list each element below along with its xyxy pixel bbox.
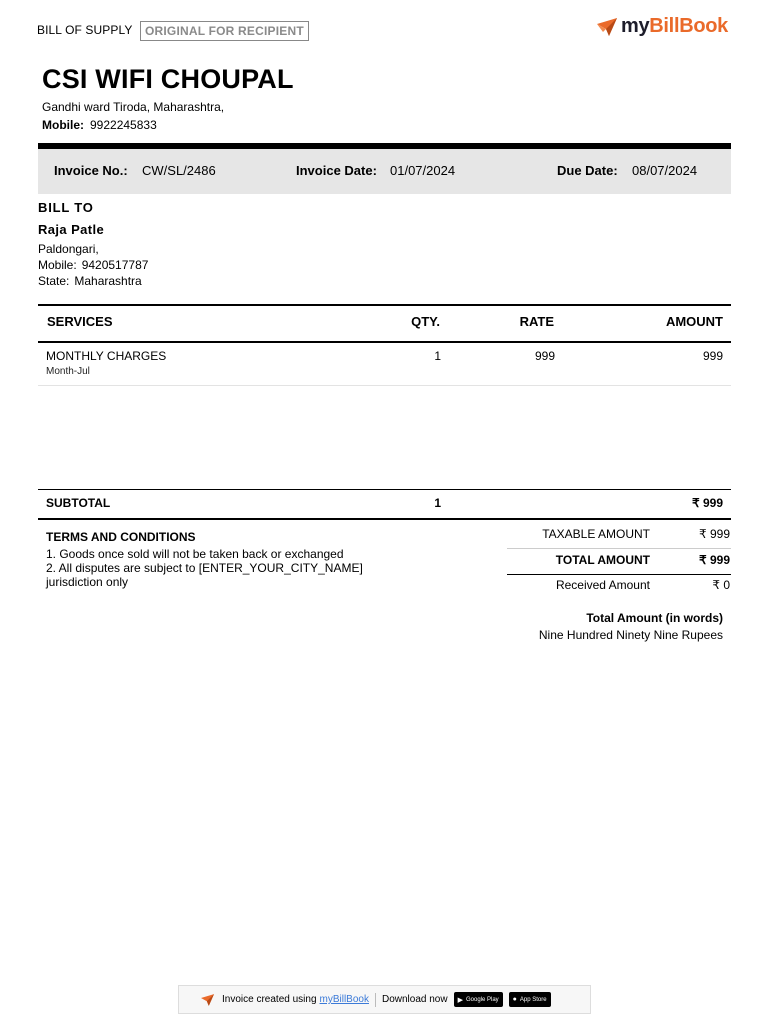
received-amount-label: Received Amount	[555, 578, 650, 592]
footer-separator	[375, 993, 376, 1007]
due-date-value: 08/07/2024	[632, 163, 698, 178]
invoice-no-value: CW/SL/2486	[142, 163, 216, 178]
paper-plane-logo-icon	[597, 18, 617, 36]
terms-heading: TERMS AND CONDITIONS	[46, 530, 196, 544]
subtotal-label: SUBTOTAL	[46, 496, 111, 510]
amount-in-words-value: Nine Hundred Ninety Nine Rupees	[538, 628, 723, 642]
play-store-icon: ▶	[457, 996, 463, 1004]
brand-name: myBillBook	[620, 15, 728, 37]
customer-state-label: State:	[38, 274, 70, 288]
total-amount-label: TOTAL AMOUNT	[555, 553, 650, 567]
amount-in-words-label: Total Amount (in words)	[586, 611, 723, 625]
taxable-amount-label: TAXABLE AMOUNT	[542, 527, 650, 541]
paper-plane-logo-icon	[201, 994, 214, 1006]
col-header-services: SERVICES	[47, 314, 113, 329]
footer-mybillbook-link[interactable]: myBillBook	[319, 994, 369, 1005]
company-mobile	[42, 118, 157, 132]
terms-line-2: 2. All disputes are subject to [ENTER_YOUR_CITY_NAME]	[46, 561, 363, 575]
google-play-button[interactable]: ▶ Google Play	[454, 992, 503, 1007]
due-date-label: Due Date:	[557, 163, 618, 178]
subtotal-amount: ₹ 999	[692, 496, 723, 510]
col-header-rate: RATE	[519, 314, 554, 329]
taxable-amount-value: ₹ 999	[699, 527, 730, 541]
row-amount: 999	[702, 349, 723, 363]
subtotal-bottom-rule	[38, 518, 731, 520]
col-header-qty: QTY.	[411, 314, 440, 329]
customer-mobile	[38, 258, 148, 272]
customer-state	[38, 274, 142, 288]
row-rate: 999	[534, 349, 555, 363]
subtotal-qty: 1	[434, 496, 441, 510]
terms-line-3: jurisdiction only	[46, 575, 129, 589]
row-divider	[38, 385, 731, 386]
company-address: Gandhi ward Tiroda, Maharashtra,	[42, 100, 225, 114]
invoice-no-label: Invoice No.:	[54, 163, 128, 178]
footer-download-text: Download now	[381, 994, 448, 1005]
invoice-date-value: 01/07/2024	[390, 163, 456, 178]
document-type: BILL OF SUPPLY	[37, 23, 133, 37]
customer-mobile-label: Mobile:	[38, 258, 77, 272]
copy-badge: ORIGINAL FOR RECIPIENT	[140, 21, 309, 41]
customer-name: Raja Patle	[38, 222, 105, 237]
company-mobile-value: 9922245833	[90, 118, 157, 132]
top-row	[37, 15, 728, 43]
table-top-rule	[38, 304, 731, 306]
received-amount-value: ₹ 0	[712, 578, 730, 592]
col-header-amount: AMOUNT	[665, 314, 723, 329]
invoice-date-label: Invoice Date:	[296, 163, 377, 178]
brand-logo	[597, 15, 728, 38]
customer-mobile-value: 9420517787	[81, 258, 149, 272]
total-rule	[507, 574, 731, 575]
footer-banner	[178, 985, 591, 1014]
row-service: MONTHLY CHARGES	[46, 349, 167, 363]
row-qty: 1	[434, 349, 441, 363]
taxable-rule	[507, 548, 731, 549]
bill-to-heading: BILL TO	[38, 200, 94, 215]
total-amount-value: ₹ 999	[699, 553, 730, 567]
table-header-rule	[38, 341, 731, 343]
company-name: CSI WIFI CHOUPAL	[42, 64, 294, 94]
row-service-note: Month-Jul	[46, 366, 90, 377]
invoice-info-band	[38, 149, 731, 194]
subtotal-top-rule	[38, 489, 731, 490]
company-mobile-label: Mobile:	[42, 118, 84, 132]
app-store-button[interactable]: ● App Store	[509, 992, 551, 1007]
apple-icon: ●	[512, 996, 517, 1003]
customer-state-value: Maharashtra	[74, 274, 142, 288]
terms-line-1: 1. Goods once sold will not be taken back or exchanged	[46, 547, 344, 561]
customer-address: Paldongari,	[38, 242, 99, 256]
footer-created-text: Invoice created using	[222, 994, 317, 1005]
